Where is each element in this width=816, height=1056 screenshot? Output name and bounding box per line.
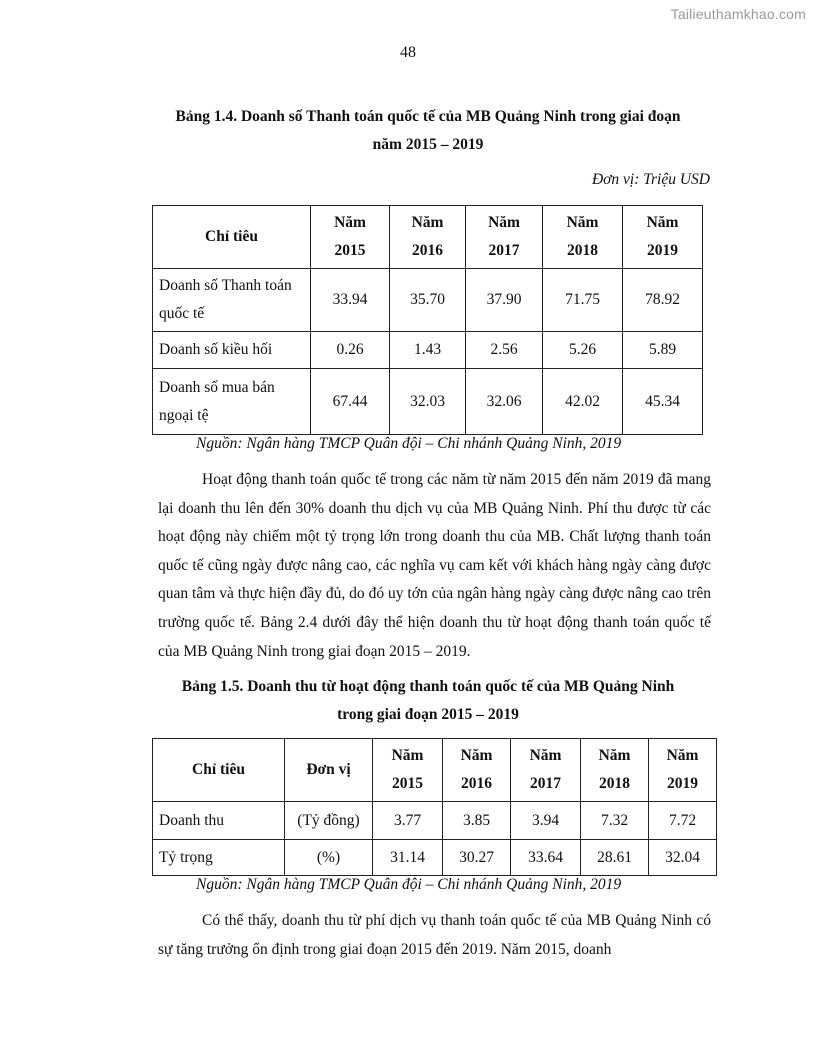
cell-value: 5.26 <box>543 332 623 369</box>
cell-value: 1.43 <box>390 332 466 369</box>
table2-header-row <box>153 739 717 802</box>
cell-value: 31.14 <box>373 840 443 876</box>
table2-header-year: Năm 2018 <box>581 739 649 802</box>
row-label: Doanh số Thanh toán quốc tế <box>153 269 311 332</box>
row-label: Doanh số kiều hối <box>153 332 311 369</box>
cell-value: 32.03 <box>390 369 466 435</box>
cell-value: 7.32 <box>581 802 649 840</box>
table2-caption <box>140 673 716 729</box>
cell-value: 2.56 <box>466 332 543 369</box>
table2-source: Nguồn: Ngân hàng TMCP Quân đội – Chi nhánh Quảng Ninh, 2019 <box>196 876 622 893</box>
table2 <box>152 738 717 876</box>
cell-value: 7.72 <box>649 802 717 840</box>
table2-header-year: Năm 2019 <box>649 739 717 802</box>
table1 <box>152 205 703 435</box>
table-row <box>153 802 717 840</box>
cell-value: 67.44 <box>311 369 390 435</box>
table2-header-unit: Đơn vị <box>285 739 373 802</box>
row-unit: (Tỷ đồng) <box>285 802 373 840</box>
table2-header-label: Chỉ tiêu <box>153 739 285 802</box>
table2-caption-line2: trong giai đoạn 2015 – 2019 <box>337 706 519 723</box>
cell-value: 3.85 <box>443 802 511 840</box>
table-row <box>153 369 703 435</box>
table1-header-year: Năm 2016 <box>390 206 466 269</box>
table1-caption-line2: năm 2015 – 2019 <box>372 136 484 153</box>
table1-header-row <box>153 206 703 269</box>
table1-header-year: Năm 2017 <box>466 206 543 269</box>
cell-value: 42.02 <box>543 369 623 435</box>
table2-header-year: Năm 2015 <box>373 739 443 802</box>
table1-header-year: Năm 2019 <box>623 206 703 269</box>
table1-caption <box>140 103 716 159</box>
cell-value: 71.75 <box>543 269 623 332</box>
cell-value: 32.06 <box>466 369 543 435</box>
page-number: 48 <box>400 44 416 61</box>
table1-header-year: Năm 2015 <box>311 206 390 269</box>
table1-header-label: Chỉ tiêu <box>153 206 311 269</box>
table2-caption-line1: Bảng 1.5. Doanh thu từ hoạt động thanh toán quốc tế của MB Quảng Ninh <box>181 678 675 695</box>
table-row <box>153 269 703 332</box>
cell-value: 78.92 <box>623 269 703 332</box>
table1-header-year: Năm 2018 <box>543 206 623 269</box>
table2-header-year: Năm 2017 <box>511 739 581 802</box>
table1-source: Nguồn: Ngân hàng TMCP Quân đội – Chi nhánh Quảng Ninh, 2019 <box>196 435 622 452</box>
table2-header-year: Năm 2016 <box>443 739 511 802</box>
table1-caption-line1: Bảng 1.4. Doanh số Thanh toán quốc tế của MB Quảng Ninh trong giai đoạn <box>175 108 681 125</box>
watermark: Tailieuthamkhao.com <box>670 6 806 22</box>
cell-value: 5.89 <box>623 332 703 369</box>
paragraph-2: Có thể thấy, doanh thu từ phí dịch vụ thanh toán quốc tế của MB Quảng Ninh có sự tăng trưởng ổn định trong giai đoạn 2015 đến 2019. Năm 2015, doanh <box>158 912 711 958</box>
table1-unit: Đơn vị: Triệu USD <box>591 171 710 188</box>
row-unit: (%) <box>285 840 373 876</box>
cell-value: 32.04 <box>649 840 717 876</box>
cell-value: 33.64 <box>511 840 581 876</box>
cell-value: 0.26 <box>311 332 390 369</box>
table-row <box>153 332 703 369</box>
cell-value: 28.61 <box>581 840 649 876</box>
cell-value: 3.77 <box>373 802 443 840</box>
table-row <box>153 840 717 876</box>
cell-value: 45.34 <box>623 369 703 435</box>
cell-value: 3.94 <box>511 802 581 840</box>
cell-value: 33.94 <box>311 269 390 332</box>
cell-value: 35.70 <box>390 269 466 332</box>
cell-value: 30.27 <box>443 840 511 876</box>
row-label: Doanh số mua bán ngoại tệ <box>153 369 311 435</box>
cell-value: 37.90 <box>466 269 543 332</box>
paragraph-1: Hoạt động thanh toán quốc tế trong các năm từ năm 2015 đến năm 2019 đã mang lại doanh thu lên đến 30% doanh thu dịch vụ của MB Quảng Ninh. Phí thu được từ các hoạt động này chiếm một tỷ trọng lớn trong doanh thu của MB. Chất lượng thanh toán quốc tế cũng ngày được nâng cao, các nghĩa vụ cam kết với khách hàng ngày càng được quan tâm và thực hiện đầy đủ, do đó uy tớn của ngân hàng ngày càng được nâng cao trên trường quốc tế. Bảng 2.4 dưới đây thể hiện doanh thu từ hoạt động thanh toán quốc tế của MB Quảng Ninh trong giai đoạn 2015 – 2019. <box>158 471 711 660</box>
row-label: Tỷ trọng <box>153 840 285 876</box>
row-label: Doanh thu <box>153 802 285 840</box>
